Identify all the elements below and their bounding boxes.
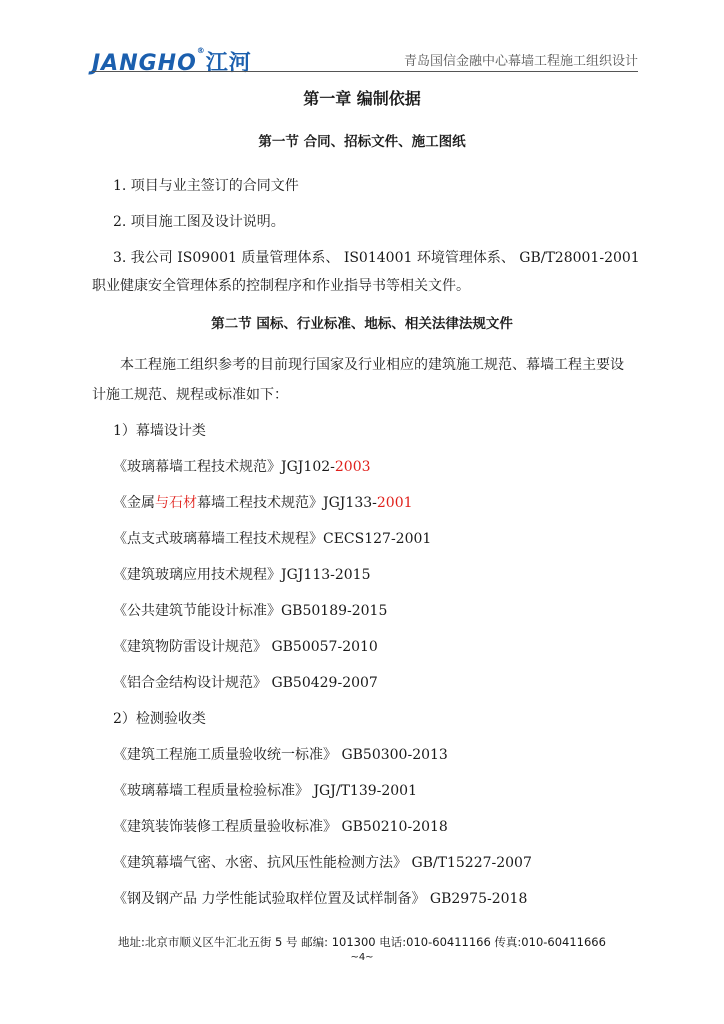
standard-year-highlight: 2003 bbox=[334, 459, 371, 475]
header-divider bbox=[92, 71, 638, 72]
section2-title: 第二节 国标、行业标准、地标、相关法律法规文件 bbox=[211, 316, 513, 332]
logo-chinese-text: 江河 bbox=[205, 51, 252, 76]
standard-text: 《金属 bbox=[113, 495, 155, 511]
standard-item bbox=[113, 457, 724, 477]
standard-text-highlight: 与石材 bbox=[155, 495, 197, 511]
standard-item: 《公共建筑节能设计标准》GB50189-2015 bbox=[113, 603, 388, 619]
document-title: 青岛国信金融中心幕墙工程施工组织设计 bbox=[403, 54, 638, 69]
standard-item: 《建筑物防雷设计规范》 GB50057-2010 bbox=[113, 639, 378, 655]
standard-item bbox=[113, 493, 724, 513]
contract-item-3: 3. 我公司 IS09001 质量管理体系、 IS014001 环境管理体系、 GB/T28001-2001 bbox=[113, 250, 640, 266]
footer-address: 地址:北京市顺义区牛汇北五街 5 号 邮编: 101300 电话:010-60411166 传真:010-60411666 bbox=[118, 935, 606, 949]
standard-item: 《建筑幕墙气密、水密、抗风压性能检测方法》 GB/T15227-2007 bbox=[113, 855, 532, 871]
standard-item: 《建筑工程施工质量验收统一标准》 GB50300-2013 bbox=[113, 747, 448, 763]
standard-text: 《玻璃幕墙工程技术规范》JGJ102- bbox=[113, 459, 335, 475]
standard-item: 《建筑玻璃应用技术规程》JGJ113-2015 bbox=[113, 567, 371, 583]
standard-item: 《钢及钢产品 力学性能试验取样位置及试样制备》 GB2975-2018 bbox=[113, 891, 528, 907]
standard-item: 《建筑装饰装修工程质量验收标准》 GB50210-2018 bbox=[113, 819, 448, 835]
group-inspection-title: 2）检测验收类 bbox=[113, 711, 206, 727]
standard-text: 幕墙工程技术规范》JGJ133- bbox=[197, 495, 377, 511]
chapter-title: 第一章 编制依据 bbox=[303, 89, 421, 108]
section1-title: 第一节 合同、招标文件、施工图纸 bbox=[258, 134, 466, 150]
standard-item: 《玻璃幕墙工程质量检验标准》 JGJ/T139-2001 bbox=[113, 783, 417, 799]
logo-trademark: ® bbox=[196, 46, 206, 55]
intro-paragraph-line-1: 本工程施工组织参考的目前现行国家及行业相应的建筑施工规范、幕墙工程主要设 bbox=[120, 357, 624, 373]
page-number: ~4~ bbox=[350, 952, 374, 963]
contract-item-2: 2. 项目施工图及设计说明。 bbox=[113, 214, 285, 230]
page-header bbox=[92, 44, 638, 76]
jangho-logo bbox=[92, 46, 252, 77]
contract-item-1: 1. 项目与业主签订的合同文件 bbox=[113, 178, 299, 194]
group-design-title: 1）幕墙设计类 bbox=[113, 423, 206, 439]
standard-item: 《点支式玻璃幕墙工程技术规程》CECS127-2001 bbox=[113, 531, 432, 547]
standard-item: 《铝合金结构设计规范》 GB50429-2007 bbox=[113, 675, 378, 691]
logo-latin-text: JANGHO bbox=[92, 51, 197, 76]
contract-item-3-continued: 职业健康安全管理体系的控制程序和作业指导书等相关文件。 bbox=[92, 278, 470, 294]
standard-year-highlight: 2001 bbox=[376, 495, 413, 511]
intro-paragraph-line-2: 计施工规范、规程或标准如下： bbox=[92, 387, 288, 403]
